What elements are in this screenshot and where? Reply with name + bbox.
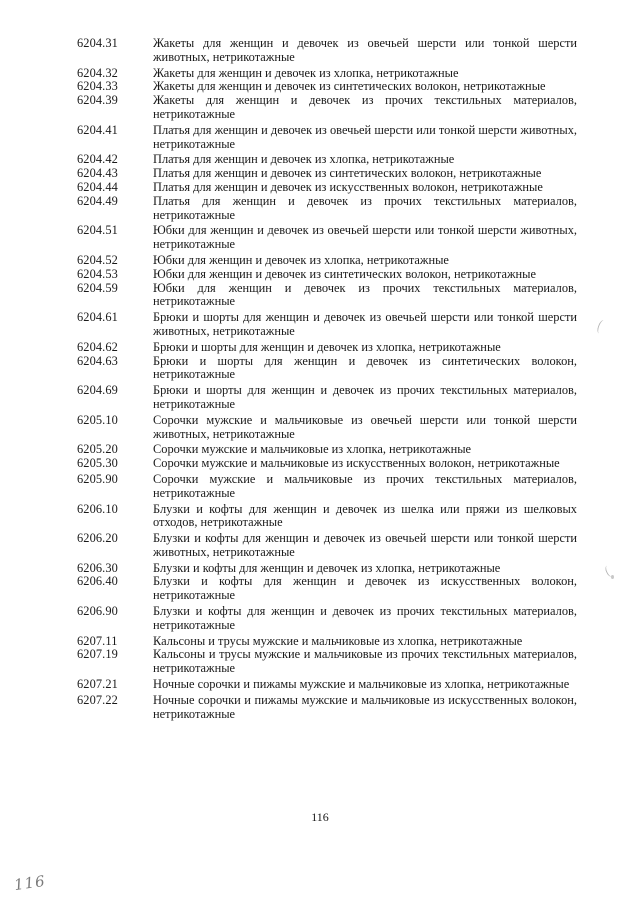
tariff-description: Ночные сорочки и пижамы мужские и мальчиковые из хлопка, нетрикотажные [153,677,570,692]
tariff-code: 6207.19 [77,647,118,662]
tariff-code: 6206.40 [77,574,118,589]
tariff-description: Брюки и шорты для женщин и девочек из овечьей шерсти или тонкой шерсти животных, нетрикотажные [153,310,577,338]
tariff-entry [77,648,577,676]
tariff-description: Платья для женщин и девочек из синтетических волокон, нетрикотажные [153,166,542,181]
tariff-code: 6206.30 [77,560,118,575]
tariff-description: Сорочки мужские и мальчиковые из овечьей шерсти или тонкой шерсти животных, нетрикотажные [153,412,577,441]
tariff-entry [77,473,577,501]
tariff-code: 6205.10 [77,412,118,427]
tariff-description: Юбки для женщин и девочек из прочих текстильных материалов, нетрикотажные [153,280,577,309]
tariff-code: 6206.20 [77,531,118,546]
tariff-code: 6204.63 [77,353,118,368]
tariff-description: Жакеты для женщин и девочек из синтетических волокон, нетрикотажные [153,79,546,94]
tariff-entry [77,124,577,152]
tariff-entry [77,355,577,383]
tariff-code: 6204.51 [77,223,118,238]
tariff-entry [77,311,577,339]
tariff-code: 6204.49 [77,193,118,208]
tariff-entry [77,195,577,223]
tariff-description: Кальсоны и трусы мужские и мальчиковые из хлопка, нетрикотажные [153,633,523,648]
tariff-code: 6207.21 [77,677,118,692]
tariff-description: Юбки для женщин и девочек из овечьей шерсти или тонкой шерсти животных, нетрикотажные [153,223,577,252]
handwritten-page-number: 116 [12,871,47,895]
tariff-code: 6204.31 [77,36,118,50]
tariff-entry [77,414,577,442]
tariff-code: 6204.53 [77,266,118,281]
tariff-entry [77,384,577,412]
tariff-description: Блузки и кофты для женщин и девочек из шелка или пряжи из шелковых отходов, нетрикотажные [153,501,577,530]
tariff-description: Платья для женщин и девочек из искусственных волокон, нетрикотажные [153,179,543,194]
tariff-description: Сорочки мужские и мальчиковые из прочих текстильных материалов, нетрикотажные [153,471,577,500]
tariff-description: Блузки и кофты для женщин и девочек из прочих текстильных материалов, нетрикотажные [153,604,577,632]
tariff-description: Юбки для женщин и девочек из синтетических волокон, нетрикотажные [153,266,536,281]
tariff-code: 6205.20 [77,442,118,457]
tariff-code: 6204.52 [77,252,118,267]
tariff-description: Брюки и шорты для женщин и девочек из синтетических волокон, нетрикотажные [153,353,577,382]
tariff-description: Платья для женщин и девочек из прочих текстильных материалов, нетрикотажные [153,193,577,222]
tariff-code: 6204.62 [77,339,118,354]
tariff-description: Кальсоны и трусы мужские и мальчиковые из прочих текстильных материалов, нетрикотажные [153,647,577,676]
tariff-description: Жакеты для женщин и девочек из прочих текстильных материалов, нетрикотажные [153,93,577,121]
tariff-entry [77,94,577,122]
tariff-description: Платья для женщин и девочек из овечьей шерсти или тонкой шерсти животных, нетрикотажные [153,122,577,151]
tariff-entry [77,503,577,531]
tariff-description: Сорочки мужские и мальчиковые из искусственных волокон, нетрикотажные [153,456,560,471]
tariff-entry [77,575,577,603]
tariff-description: Брюки и шорты для женщин и девочек из хлопка, нетрикотажные [153,339,501,354]
tariff-entry [77,282,577,310]
tariff-code: 6205.30 [77,456,118,471]
tariff-entry [77,605,577,633]
tariff-entry [77,678,577,692]
tariff-code: 6204.61 [77,310,118,325]
tariff-description: Ночные сорочки и пижамы мужские и мальчиковые из искусственных волокон, нетрикотажные [153,692,577,721]
pencil-mark [596,319,607,335]
tariff-code: 6204.42 [77,152,118,167]
tariff-entry [77,167,577,181]
tariff-code: 6207.22 [77,692,118,707]
tariff-entry [77,37,577,65]
tariff-entry [77,562,577,576]
tariff-code: 6204.33 [77,79,118,94]
tariff-entry [77,80,577,94]
tariff-code: 6204.59 [77,280,118,295]
tariff-code: 6206.10 [77,501,118,516]
entry-list [77,37,577,721]
tariff-code: 6204.32 [77,65,118,80]
tariff-description: Сорочки мужские и мальчиковые из хлопка, нетрикотажные [153,442,472,457]
tariff-entry [77,635,577,649]
tariff-description: Блузки и кофты для женщин и девочек из искусственных волокон, нетрикотажные [153,574,577,603]
tariff-entry [77,224,577,252]
tariff-entry [77,181,577,195]
tariff-entry [77,67,577,81]
page-number: 116 [311,810,329,824]
tariff-entry [77,532,577,560]
tariff-description: Жакеты для женщин и девочек из овечьей шерсти или тонкой шерсти животных, нетрикотажные [153,36,577,64]
tariff-code: 6204.44 [77,179,118,194]
tariff-entry [77,153,577,167]
tariff-entry [77,254,577,268]
tariff-entry [77,457,577,471]
tariff-code: 6204.41 [77,122,118,137]
tariff-description: Жакеты для женщин и девочек из хлопка, нетрикотажные [153,65,459,80]
tariff-entry [77,694,577,722]
tariff-code: 6204.69 [77,383,118,398]
tariff-description: Брюки и шорты для женщин и девочек из прочих текстильных материалов, нетрикотажные [153,383,577,411]
tariff-entry [77,341,577,355]
tariff-code: 6206.90 [77,604,118,619]
tariff-code: 6204.39 [77,93,118,108]
tariff-code: 6207.11 [77,633,118,648]
tariff-entry [77,443,577,457]
tariff-code: 6204.43 [77,166,118,181]
tariff-description: Юбки для женщин и девочек из хлопка, нетрикотажные [153,252,449,267]
tariff-description: Платья для женщин и девочек из хлопка, нетрикотажные [153,152,455,167]
pencil-mark [611,575,614,579]
tariff-code: 6205.90 [77,471,118,486]
tariff-description: Блузки и кофты для женщин и девочек из овечьей шерсти или тонкой шерсти животных, нетрикотажные [153,531,577,559]
tariff-description: Блузки и кофты для женщин и девочек из хлопка, нетрикотажные [153,560,501,575]
tariff-entry [77,268,577,282]
